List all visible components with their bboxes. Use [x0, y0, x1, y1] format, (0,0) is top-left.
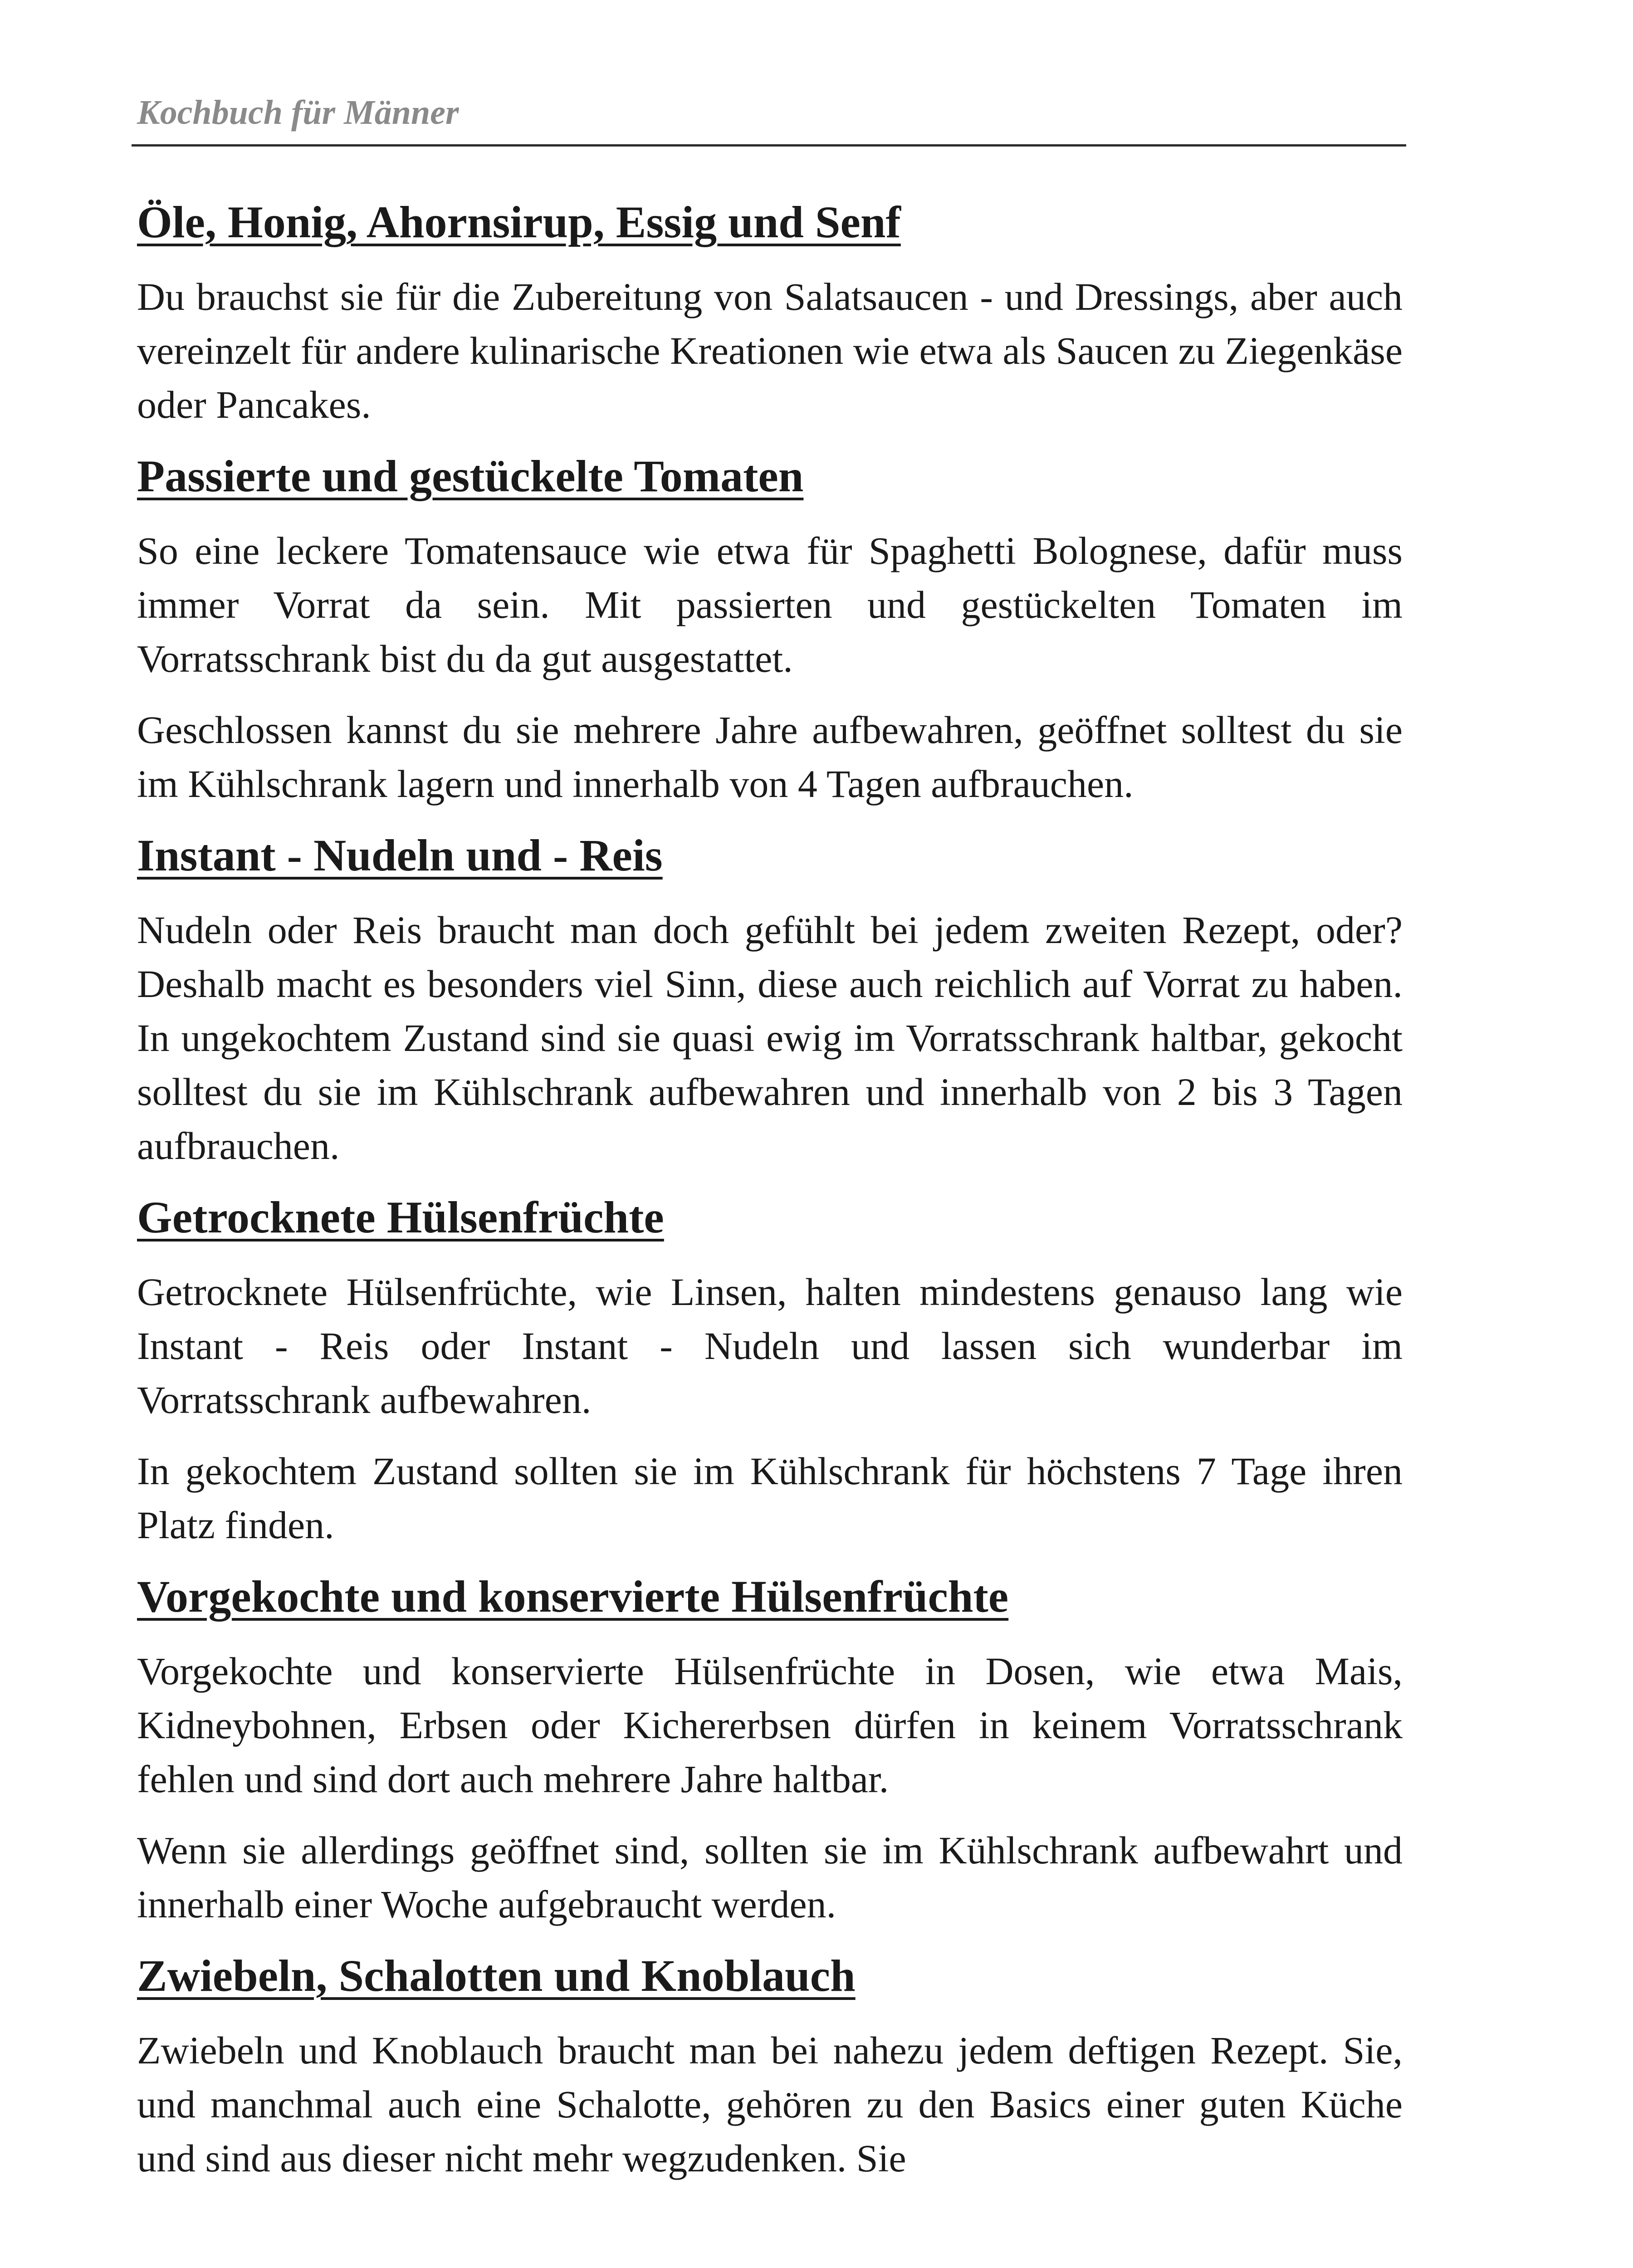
section-heading: Öle, Honig, Ahornsirup, Essig und Senf — [137, 197, 901, 247]
running-header-title: Kochbuch für Männer — [137, 93, 459, 132]
section-paragraph: In gekochtem Zustand sollten sie im Kühlschrank für höchstens 7 Tage ihren Platz finden. — [137, 1449, 1403, 1547]
section-tomatoes — [137, 449, 1403, 811]
section-noodles-rice — [137, 828, 1403, 1173]
section-paragraph: Geschlossen kannst du sie mehrere Jahre aufbewahren, geöffnet solltest du sie im Kühlschrank lagern und innerhalb von 4 Tagen aufbrauchen. — [137, 708, 1403, 806]
section-heading: Vorgekochte und konservierte Hülsenfrüchte — [137, 1571, 1009, 1622]
section-canned-legumes — [137, 1569, 1403, 1931]
section-oils — [137, 195, 1403, 432]
section-paragraph: Vorgekochte und konservierte Hülsenfrüchte in Dosen, wie etwa Mais, Kidneybohnen, Erbsen oder Kichererbsen dürfen in keinem Vorratsschrank fehlen und sind dort auch mehrere Jahre haltbar. — [137, 1649, 1403, 1801]
section-heading: Passierte und gestückelte Tomaten — [137, 451, 804, 501]
section-heading: Getrocknete Hülsenfrüchte — [137, 1192, 664, 1242]
section-paragraph: Zwiebeln und Knoblauch braucht man bei nahezu jedem deftigen Rezept. Sie, und manchmal auch eine Schalotte, gehören zu den Basics einer guten Küche und sind aus dieser nicht mehr wegzudenken. Sie — [137, 2028, 1403, 2180]
page-content — [137, 195, 1403, 2203]
section-paragraph: Nudeln oder Reis braucht man doch gefühlt bei jedem zweiten Rezept, oder? Deshalb macht es besonders viel Sinn, diese auch reichlich auf Vorrat zu haben. In ungekochtem Zustand sind sie quasi ewig im Vorratsschrank haltbar, gekocht solltest du sie im Kühlschrank aufbewahren und innerhalb von 2 bis 3 Tagen aufbrauchen. — [137, 908, 1403, 1168]
section-onions-garlic — [137, 1949, 1403, 2185]
header-divider — [132, 144, 1406, 147]
section-paragraph: Wenn sie allerdings geöffnet sind, sollten sie im Kühlschrank aufbewahrt und innerhalb einer Woche aufgebraucht werden. — [137, 1828, 1403, 1926]
section-dried-legumes — [137, 1190, 1403, 1552]
section-paragraph: Getrocknete Hülsenfrüchte, wie Linsen, halten mindestens genauso lang wie Instant - Reis oder Instant - Nudeln und lassen sich wunderbar im Vorratsschrank aufbewahren. — [137, 1270, 1403, 1422]
section-paragraph: So eine leckere Tomatensauce wie etwa für Spaghetti Bolognese, dafür muss immer Vorrat da sein. Mit passierten und gestückelten Tomaten im Vorratsschrank bist du da gut ausgestattet. — [137, 529, 1403, 680]
section-heading: Zwiebeln, Schalotten und Knoblauch — [137, 1950, 856, 2001]
section-paragraph: Du brauchst sie für die Zubereitung von Salatsaucen - und Dressings, aber auch vereinzelt für andere kulinarische Kreationen wie etwa als Saucen zu Ziegenkäse oder Pancakes. — [137, 275, 1403, 426]
section-heading: Instant - Nudeln und - Reis — [137, 830, 663, 880]
